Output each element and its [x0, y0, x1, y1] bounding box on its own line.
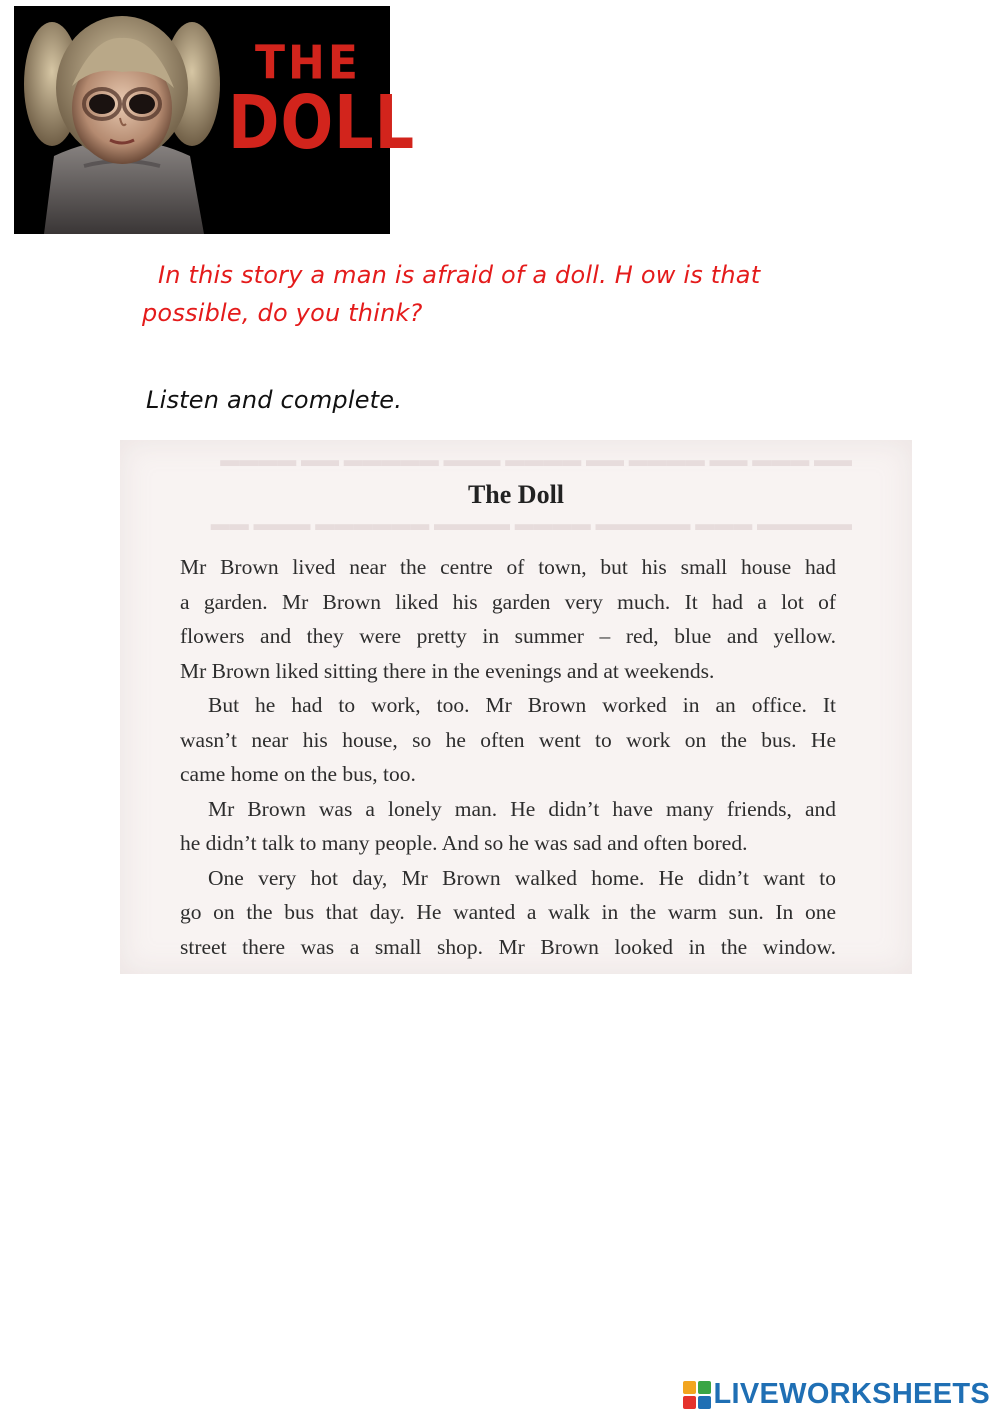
cover-image: [14, 6, 416, 234]
doll-illustration: [14, 6, 254, 234]
story-line: came home on the bus, too.: [180, 762, 416, 786]
story-scan: [120, 440, 912, 974]
story-line: One very hot day, Mr Brown walked home. He didn’t want to: [208, 865, 836, 890]
story-line: flowers and they were pretty in summer – red, blue and yellow.: [180, 624, 836, 648]
liveworksheets-logo[interactable]: [683, 1378, 991, 1411]
story-text: [180, 550, 836, 964]
cover-title: [228, 36, 416, 167]
story-line: a garden. Mr Brown liked his garden very much. It had a lot of: [180, 589, 836, 614]
cover-title-the: THE: [255, 36, 361, 91]
story-line: But he had to work, too. Mr Brown worked in an office. It: [208, 693, 836, 717]
question-line-1: In this story a man is afraid of a doll. H ow is that: [158, 261, 761, 289]
story-line: Mr Brown was a lonely man. He didn’t have many friends, and: [208, 796, 836, 821]
story-line: wasn’t near his house, so he often went to work on the bus. He: [180, 727, 836, 752]
instruction: Listen and complete.: [146, 386, 403, 414]
bleed-through-text: ▬▬▬▬▬ ▬▬▬ ▬▬▬▬▬ ▬▬▬▬ ▬▬▬▬ ▬▬▬▬▬▬ ▬▬▬ ▬▬: [210, 514, 852, 535]
bleed-through-text: ▬▬ ▬▬▬ ▬▬ ▬▬▬▬ ▬▬ ▬▬▬▬ ▬▬▬ ▬▬▬▬▬ ▬▬ ▬▬▬▬: [220, 450, 852, 471]
brand-name: LIVEWORKSHEETS: [713, 1378, 990, 1410]
liveworksheets-logo-icon: [683, 1381, 711, 1409]
question-line-2: possible, do you think?: [142, 299, 423, 327]
story-line: he didn’t talk to many people. And so he was sad and often bored.: [180, 831, 748, 855]
story-line: Mr Brown lived near the centre of town, but his small house had: [180, 555, 836, 579]
pre-reading-question: [142, 256, 862, 332]
story-line: Mr Brown liked sitting there in the evenings and at weekends.: [180, 658, 715, 683]
cover-title-doll: DOLL: [228, 78, 416, 167]
story-line: go on the bus that day. He wanted a walk in the warm sun. In one: [180, 900, 836, 924]
story-title: The Doll: [467, 480, 565, 509]
story-line: street there was a small shop. Mr Brown looked in the window.: [180, 934, 836, 959]
